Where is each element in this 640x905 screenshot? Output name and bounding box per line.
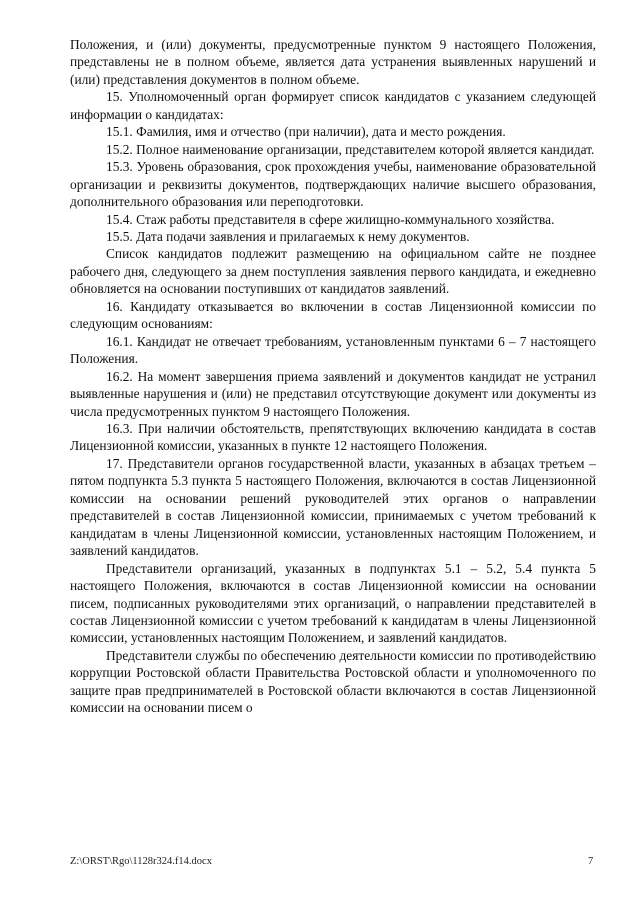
paragraph-15: 15. Уполномоченный орган формирует список кандидатов с указанием следующей информации о кандидатах: [70, 89, 596, 122]
paragraph-organizations: Представители организаций, указанных в подпунктах 5.1 – 5.2, 5.4 пункта 5 настоящего Положения, включаются в состав Лицензионной комиссии на основании писем, подписанных руководителями этих организаций, о направлении представителей в состав Лицензионной комиссии с учетом требований к кандидатам в члены Лицензионной комиссии, установленных настоящим Положением, и заявлений кандидатов. [70, 560, 596, 646]
paragraph-15-5: 15.5. Дата подачи заявления и прилагаемых к нему документов. [106, 228, 470, 244]
paragraph-15-2: 15.2. Полное наименование организации, представителем которой является кандидат. [106, 141, 595, 157]
paragraph-15-4: 15.4. Стаж работы представителя в сфере жилищно-коммунального хозяйства. [106, 211, 555, 227]
paragraph-16-2: 16.2. На момент завершения приема заявлений и документов кандидат не устранил выявленные нарушения и (или) не представил отсутствующие документ или документы из числа предусмотренных пунктом 9 настоящего Положения. [70, 368, 596, 419]
paragraph-15-3: 15.3. Уровень образования, срок прохождения учебы, наименование образовательной организации и реквизиты документов, подтверждающих наличие высшего образования, дополнительного образования или переподготовки. [70, 159, 596, 210]
paragraph-15-1: 15.1. Фамилия, имя и отчество (при наличии), дата и место рождения. [106, 124, 506, 140]
document-body [70, 36, 596, 717]
paragraph-candidate-list: Список кандидатов подлежит размещению на официальном сайте не позднее рабочего дня, следующего за днем поступления заявления первого кандидата, и ежедневно обновляется на основании поступивших от кандидатов заявлений. [70, 246, 596, 297]
page-number: 7 [588, 856, 594, 867]
paragraph-16-1: 16.1. Кандидат не отвечает требованиям, установленным пунктами 6 – 7 настоящего Положения. [70, 333, 596, 367]
paragraph-anticorruption-service: Представители службы по обеспечению деятельности комиссии по противодействию коррупции Ростовской области Правительства Ростовской области и уполномоченного по защите прав предпринимателей в Ростовской области включаются в состав Лицензионной комиссии на основании писем о [70, 647, 596, 716]
paragraph-17: 17. Представители органов государственной власти, указанных в абзацах третьем – пятом подпункта 5.3 пункта 5 настоящего Положения, включаются в состав Лицензионной комиссии на основании решений руководителей этих органов о направлении представителей в состав Лицензионной комиссии, принимаемых с учетом требований к кандидатам в члены Лицензионной комиссии, установленных настоящим Положением, и заявлений кандидатов. [70, 455, 596, 559]
paragraph-continuation: Положения, и (или) документы, предусмотренные пунктом 9 настоящего Положения, представлены не в полном объеме, является дата устранения выявленных нарушений и (или) представления документов в полном объеме. [70, 37, 596, 87]
footer-file-path: Z:\ORST\Rgo\1128r324.f14.docx [70, 856, 212, 867]
paragraph-16-3: 16.3. При наличии обстоятельств, препятствующих включению кандидата в состав Лицензионной комиссии, указанных в пункте 12 настоящего Положения. [70, 420, 596, 454]
paragraph-16: 16. Кандидату отказывается во включении в состав Лицензионной комиссии по следующим основаниям: [70, 298, 596, 332]
